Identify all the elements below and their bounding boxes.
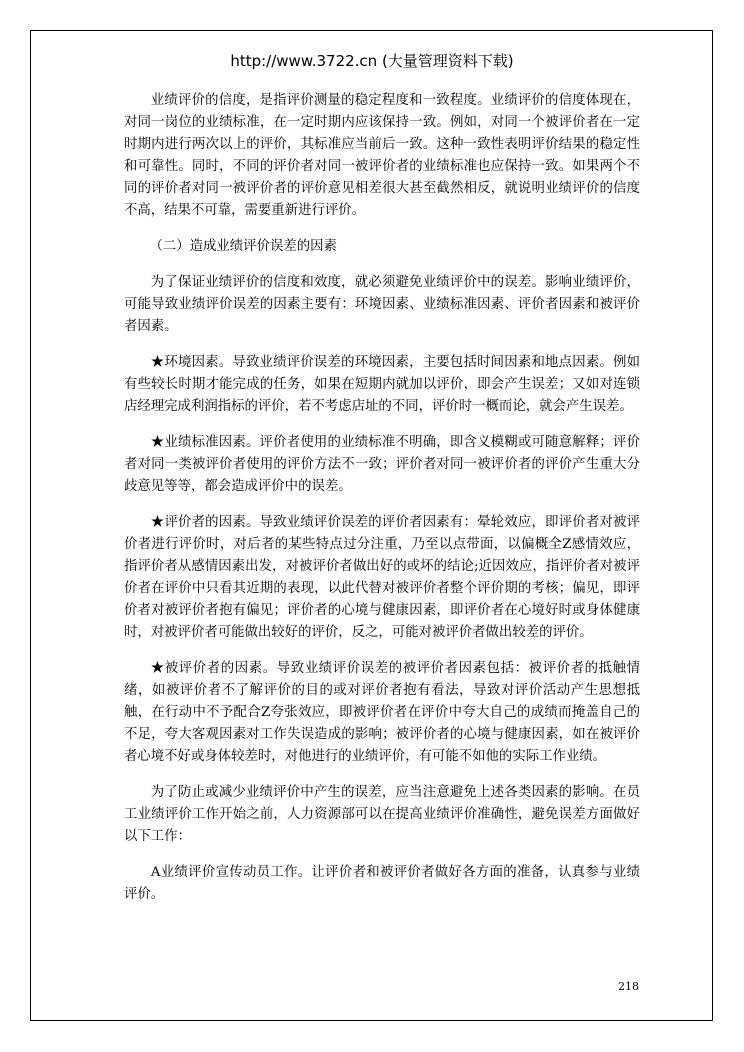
- paragraph-intro-factors: 为了保证业绩评价的信度和效度，就必须避免业绩评价中的误差。影响业绩评价，可能导致业绩评价误差的因素主要有：环境因素、业绩标准因素、评价者因素和被评价者因素。: [124, 275, 640, 334]
- paragraph-step-a: A业绩评价宣传动员工作。让评价者和被评价者做好各方面的准备，认真参与业绩评价。: [124, 865, 640, 902]
- paragraph-environment-factor: ★环境因素。导致业绩评价误差的环境因素，主要包括时间因素和地点因素。例如有些较长时期才能完成的任务，如果在短期内就加以评价，即会产生误差；又如对连锁店经理完成利润指标的评价，若不考虑店址的不同，评价时一概而论，就会产生误差。: [124, 355, 640, 414]
- section-heading: （二）造成业绩评价误差的因素: [149, 239, 337, 254]
- paragraph-evaluator-factor: ★评价者的因素。导致业绩评价误差的评价者因素有：晕轮效应，即评价者对被评价者进行评价时，对后者的某些特点过分注重，乃至以点带面，以偏概全Z感情效应，指评价者从感情因素出发，对被评价者做出好的或坏的结论;近因效应，指评价者对被评价者在评价中只看其近期的表现，以此代替对被评价者整个评价期的考核；偏见，即评价者对被评价者抱有偏见；评价者的心境与健康因素，即评价者在心境好时或身体健康时，对被评价者可能做出较好的评价，反之，可能对被评价者做出较差的评价。: [124, 515, 640, 640]
- paragraph-reliability: 业绩评价的信度，是指评价测量的稳定程度和一致程度。业绩评价的信度体现在，对同一岗位的业绩标准，在一定时期内应该保持一致。例如，对同一个被评价者在一定时期内进行两次以上的评价，其标准应当前后一致。这种一致性表明评价结果的稳定性和可靠性。同时，不同的评价者对同一被评价者的业绩标准也应保持一致。如果两个不同的评价者对同一被评价者的评价意见相差很大甚至截然相反，就说明业绩评价的信度不高，结果不可靠，需要重新进行评价。: [124, 93, 640, 218]
- paragraph-prevention: 为了防止或减少业绩评价中产生的误差，应当注意避免上述各类因素的影响。在员工业绩评价工作开始之前，人力资源部可以在提高业绩评价准确性，避免误差方面做好以下工作：: [124, 785, 640, 844]
- paragraph-evaluatee-factor: ★被评价者的因素。导致业绩评价误差的被评价者因素包括：被评价者的抵触情绪，如被评价者不了解评价的目的或对评价者抱有看法，导致对评价活动产生思想抵触，在行动中不予配合Z夸张效应，即被评价者在评价中夸大自己的成绩而掩盖自己的不足，夸大客观因素对工作失误造成的影响；被评价者的心境与健康因素，如在被评价者心境不好或身体较差时，对他进行的业绩评价，有可能不如他的实际工作业绩。: [124, 661, 640, 764]
- page-header-url[interactable]: http://www.3722.cn (大量管理资料下载): [230, 52, 514, 70]
- document-body: [124, 90, 640, 920]
- paragraph-standard-factor: ★业绩标准因素。评价者使用的业绩标准不明确，即含义模糊或可随意解释；评价者对同一类被评价者使用的评价方法不一致；评价者对同一被评价者的评价产生重大分歧意见等等，都会造成评价中的误差。: [124, 435, 640, 494]
- page-number: 218: [618, 980, 639, 993]
